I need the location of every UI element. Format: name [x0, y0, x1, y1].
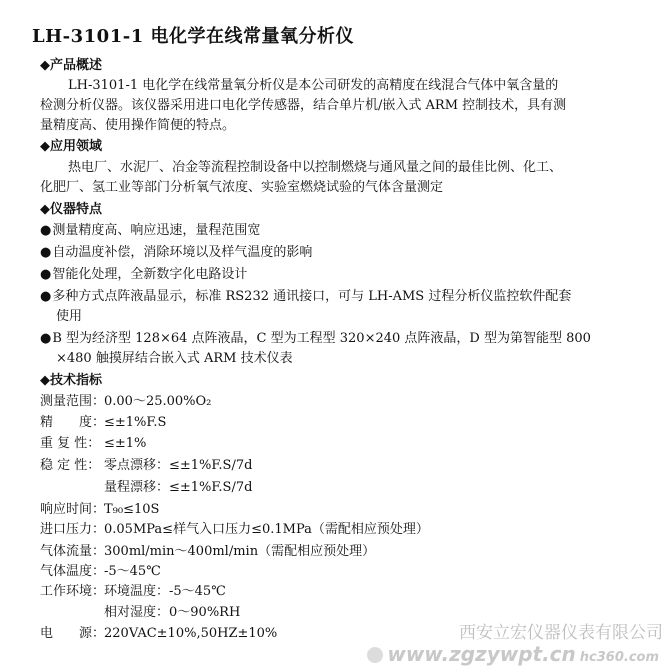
watermark-site	[367, 642, 659, 666]
spec-label: 气体流量：	[40, 544, 106, 559]
spec-label: 电 源：	[40, 626, 106, 641]
spec-row-stability	[40, 456, 252, 476]
spec-value: 环境温度：-5～45℃	[104, 584, 226, 599]
feature-item	[40, 329, 591, 349]
feature-item	[40, 287, 571, 307]
section-features-heading: ◆仪器特点	[40, 202, 102, 217]
section-overview-heading: ◆产品概述	[40, 58, 102, 73]
bullet-icon: ●	[40, 223, 52, 238]
spec-row-inlet-pressure	[40, 520, 429, 540]
spec-row-response	[40, 500, 159, 520]
spec-row-accuracy	[40, 413, 166, 433]
feature-item	[40, 243, 312, 263]
spec-row-power	[40, 624, 277, 644]
spec-value: ≤±1%	[104, 436, 147, 451]
feature-item	[40, 221, 260, 241]
spec-row-environment	[40, 582, 226, 602]
spec-label: 气体温度：	[40, 564, 106, 579]
application-line-1: 热电厂、水泥厂、冶金等流程控制设备中以控制燃烧与通风量之间的最佳比例、化工、	[68, 160, 563, 175]
spec-label: 工作环境：	[40, 584, 106, 599]
spec-value: 220VAC±10%,50HZ±10%	[104, 626, 278, 641]
spec-value: 相对湿度：0～90%RH	[104, 605, 241, 620]
bullet-icon: ●	[40, 331, 52, 346]
spec-label: 稳 定 性：	[40, 458, 101, 473]
overview-line-1: LH-3101-1 电化学在线常量氧分析仪是本公司研发的高精度在线混合气体中氧含量的	[68, 78, 559, 93]
spec-row-repeatability	[40, 434, 146, 454]
logo-icon	[367, 647, 383, 663]
spec-value: 量程漂移：≤±1%F.S/7d	[104, 480, 253, 495]
spec-value: T₉₀≤10S	[104, 502, 160, 517]
spec-label: 进口压力：	[40, 522, 106, 537]
bullet-icon: ●	[40, 245, 52, 260]
feature-text-continuation: 使用	[56, 309, 83, 324]
feature-text: 测量精度高、响应迅速，量程范围宽	[52, 223, 261, 238]
spec-row-humidity	[40, 603, 240, 623]
watermark-site-text: www.zgzywpt.cn	[387, 642, 576, 666]
feature-text-continuation: ×480 触摸屏结合嵌入式 ARM 技术仪表	[56, 351, 293, 366]
spec-row-gas-temp	[40, 562, 161, 582]
spec-value: 零点漂移：≤±1%F.S/7d	[104, 458, 253, 473]
spec-label: 响应时间：	[40, 502, 106, 517]
spec-value: 0.05MPa≤样气入口压力≤0.1MPa（需配相应预处理）	[104, 522, 429, 537]
feature-text: 自动温度补偿，消除环境以及样气温度的影响	[52, 245, 313, 260]
spec-row-gas-flow	[40, 542, 375, 562]
feature-text: 多种方式点阵液晶显示，标准 RS232 通讯接口，可与 LH-AMS 过程分析仪监控软件配套	[52, 289, 572, 304]
watermark-company: 西安立宏仪器仪表有限公司	[459, 623, 663, 643]
overview-line-2: 检测分析仪器。该仪器采用进口电化学传感器，结合单片机/嵌入式 ARM 控制技术，具有测	[40, 98, 567, 113]
section-specs-heading: ◆技术指标	[40, 373, 102, 388]
feature-text: B 型为经济型 128×64 点阵液晶，C 型为工程型 320×240 点阵液晶，D 型为第智能型 800	[52, 331, 591, 346]
spec-row-stability-span	[40, 478, 252, 498]
application-line-2: 化肥厂、氢工业等部门分析氧气浓度、实验室燃烧试验的气体含量测定	[40, 180, 444, 195]
spec-value: ≤±1%F.S	[104, 415, 167, 430]
spec-row-range	[40, 392, 211, 412]
overview-line-3: 量精度高、使用操作简便的特点。	[40, 118, 236, 133]
feature-text: 智能化处理，全新数字化电路设计	[52, 267, 248, 282]
watermark-site2-text: hc360.com	[579, 650, 659, 665]
bullet-icon: ●	[40, 267, 52, 282]
spec-label: 测量范围：	[40, 394, 106, 409]
spec-label: 精 度：	[40, 415, 106, 430]
bullet-icon: ●	[40, 289, 52, 304]
spec-label: 重 复 性：	[40, 436, 101, 451]
page-title: LH-3101-1 电化学在线常量氧分析仪	[32, 26, 354, 47]
feature-item	[40, 265, 247, 285]
section-application-heading: ◆应用领域	[40, 139, 102, 154]
spec-value: 0.00～25.00%O₂	[104, 394, 212, 409]
spec-value: -5～45℃	[104, 564, 161, 579]
spec-value: 300ml/min～400ml/min（需配相应预处理）	[104, 544, 376, 559]
